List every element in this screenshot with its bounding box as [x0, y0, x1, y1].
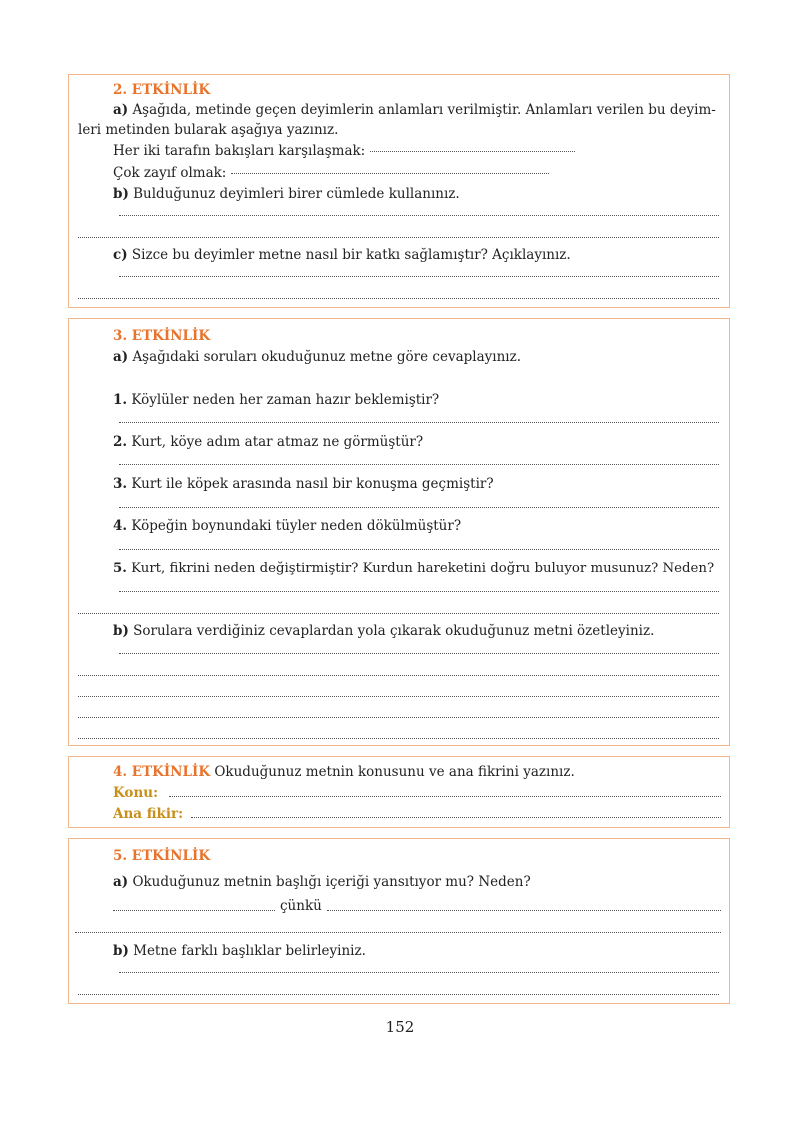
question-5: 5. Kurt, fikrini neden değiştirmiştir? Kurdun hareketini doğru buluyor musunuz? Neden?	[113, 561, 715, 576]
activity-2-title: 2. ETKİNLİK	[113, 82, 211, 98]
answer-line[interactable]	[119, 591, 719, 592]
answer-line[interactable]	[78, 696, 719, 697]
activity-3-a: a) Aşağıdaki soruları okuduğunuz metne göre cevaplayınız.	[113, 349, 521, 365]
activity-2-c: c) Sizce bu deyimler metne nasıl bir katkı sağlamıştır? Açıklayınız.	[113, 247, 571, 263]
activity-5-title: 5. ETKİNLİK	[113, 848, 211, 864]
answer-line[interactable]	[78, 738, 719, 739]
answer-line[interactable]	[119, 276, 719, 277]
activity-3-box	[68, 318, 730, 746]
answer-line[interactable]	[78, 298, 719, 299]
page-number: 152	[385, 1018, 415, 1036]
activity-5-box	[68, 838, 730, 1004]
konu-answer-line[interactable]	[169, 796, 721, 797]
activity-2-box	[68, 74, 730, 308]
activity-4-heading: 4. ETKİNLİK Okuduğunuz metnin konusunu ve ana fikrini yazınız.	[113, 764, 575, 780]
question-3: 3. Kurt ile köpek arasında nasıl bir konuşma geçmiştir?	[113, 476, 494, 492]
answer-line[interactable]	[78, 994, 719, 995]
answer-line[interactable]	[78, 613, 719, 614]
activity-3-b: b) Sorulara verdiğiniz cevaplardan yola çıkarak okuduğunuz metni özetleyiniz.	[113, 623, 655, 639]
anafikir-label: Ana fikir:	[113, 806, 184, 822]
cunku-word: çünkü	[280, 898, 322, 914]
answer-line[interactable]	[119, 653, 719, 654]
konu-label: Konu:	[113, 785, 159, 801]
answer-line[interactable]	[119, 507, 719, 508]
meaning-2[interactable]: Çok zayıf olmak:	[113, 164, 549, 182]
answer-line[interactable]	[78, 237, 719, 238]
question-4: 4. Köpeğin boynundaki tüyler neden dökülmüştür?	[113, 518, 462, 534]
answer-line[interactable]	[119, 549, 719, 550]
activity-3-title: 3. ETKİNLİK	[113, 328, 211, 344]
activity-2-a-line1: a) Aşağıda, metinde geçen deyimlerin anlamları verilmiştir. Anlamları verilen bu deyim-	[113, 102, 716, 118]
question-1: 1. Köylüler neden her zaman hazır beklemiştir?	[113, 392, 440, 408]
activity-4-box	[68, 756, 730, 828]
answer-line[interactable]	[327, 910, 721, 911]
activity-5-a: a) Okuduğunuz metnin başlığı içeriği yansıtıyor mu? Neden?	[113, 874, 531, 890]
answer-line[interactable]	[119, 972, 719, 973]
answer-line[interactable]	[75, 932, 721, 933]
answer-line[interactable]	[78, 675, 719, 676]
answer-line[interactable]	[119, 422, 719, 423]
answer-line[interactable]	[119, 215, 719, 216]
meaning-1[interactable]: Her iki tarafın bakışları karşılaşmak:	[113, 142, 575, 160]
activity-5-b: b) Metne farklı başlıklar belirleyiniz.	[113, 943, 366, 959]
question-2: 2. Kurt, köye adım atar atmaz ne görmüştür?	[113, 434, 424, 450]
activity-2-b: b) Bulduğunuz deyimleri birer cümlede kullanınız.	[113, 186, 460, 202]
anafikir-answer-line[interactable]	[191, 817, 721, 818]
answer-line[interactable]	[113, 910, 275, 911]
answer-line[interactable]	[119, 464, 719, 465]
answer-line[interactable]	[78, 717, 719, 718]
activity-2-a-line2: leri metinden bularak aşağıya yazınız.	[78, 122, 339, 138]
